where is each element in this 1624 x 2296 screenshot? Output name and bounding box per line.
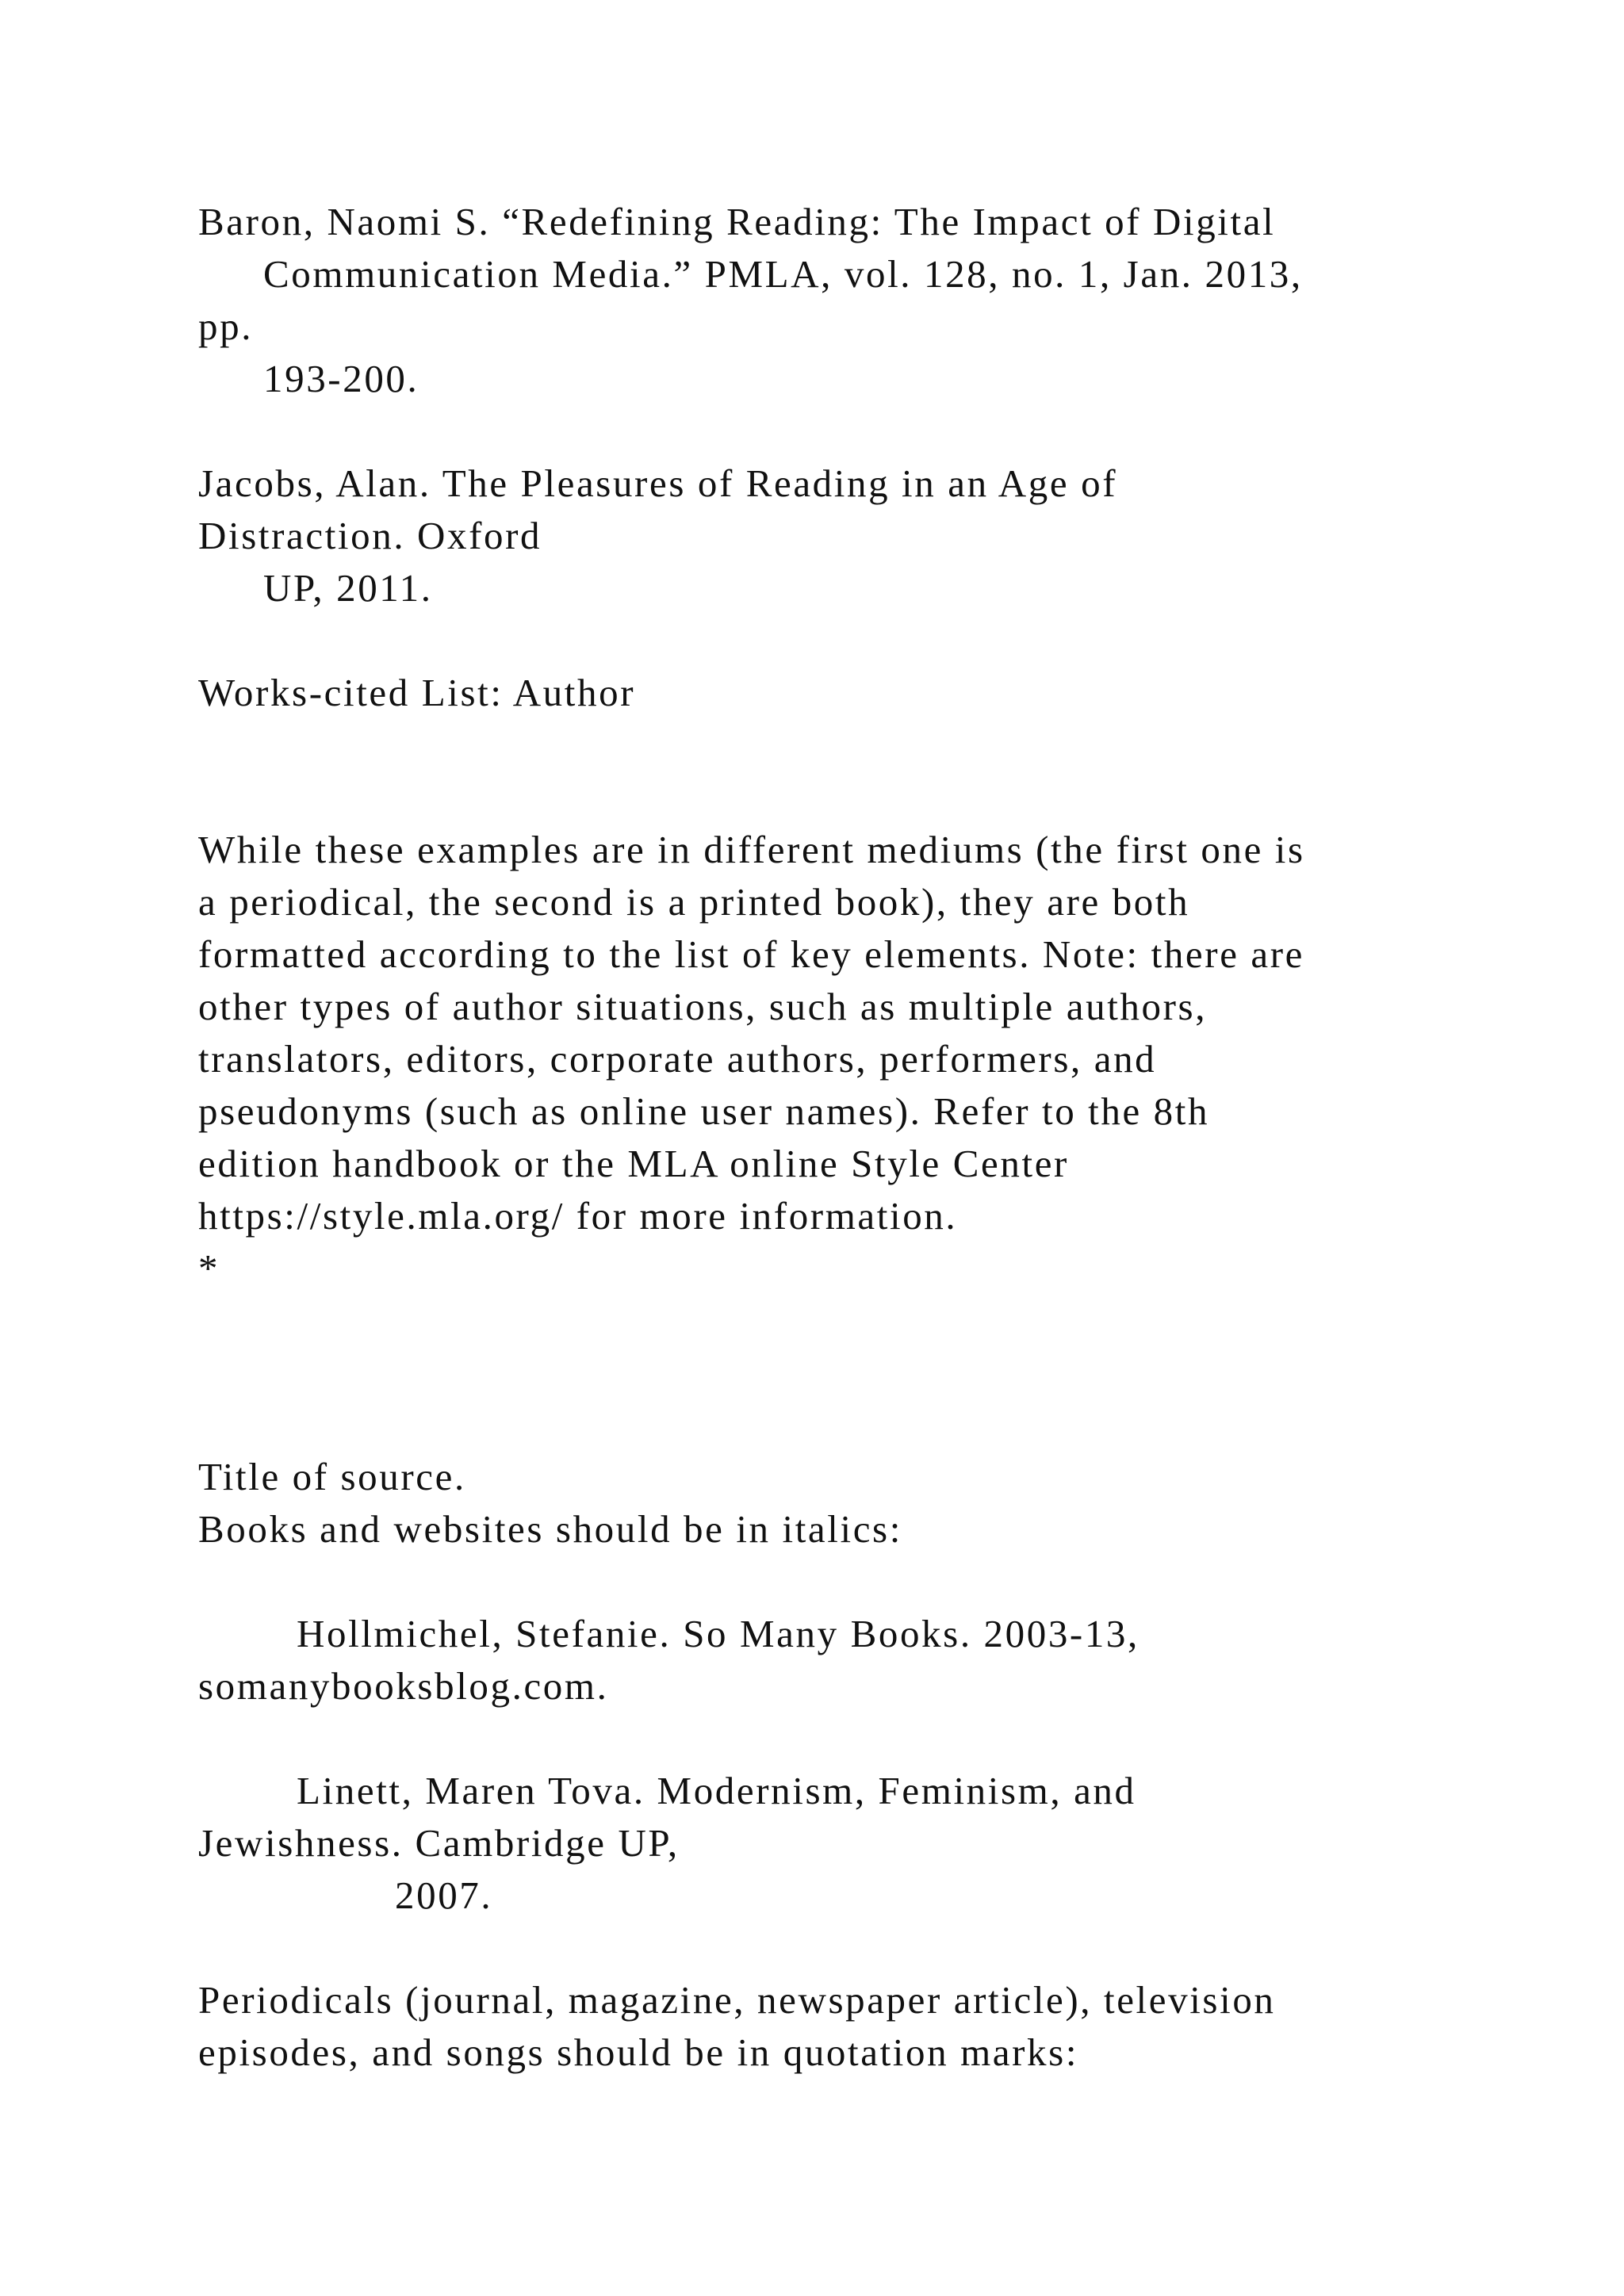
citation-jacobs-line-1: Jacobs, Alan. The Pleasures of Reading in an Age of bbox=[198, 461, 1118, 505]
paragraph-line-5: translators, editors, corporate authors, performers, and bbox=[198, 1037, 1157, 1081]
paragraph-line-4: other types of author situations, such as multiple authors, bbox=[198, 985, 1208, 1028]
paragraph-line-1: While these examples are in different mediums (the first one is bbox=[198, 828, 1305, 871]
paragraph-line-7: edition handbook or the MLA online Style Center bbox=[198, 1142, 1069, 1185]
example-linett-line-2: Jewishness. Cambridge UP, bbox=[198, 1821, 680, 1865]
periodicals-line-1: Periodicals (journal, magazine, newspaper article), television bbox=[198, 1978, 1276, 2022]
title-of-source-heading: Title of source. bbox=[198, 1455, 466, 1498]
asterisk-mark: * bbox=[198, 1246, 220, 1290]
paragraph-line-2: a periodical, the second is a printed book), they are both bbox=[198, 880, 1190, 924]
example-linett-line-3: 2007. bbox=[395, 1873, 493, 1917]
example-linett-line-1: Linett, Maren Tova. Modernism, Feminism, and bbox=[297, 1769, 1136, 1812]
section-heading: Works-cited List: Author bbox=[198, 671, 636, 714]
citation-baron-line-4: 193-200. bbox=[263, 357, 419, 400]
paragraph-line-8: https://style.mla.org/ for more information. bbox=[198, 1194, 958, 1238]
paragraph-line-3: formatted according to the list of key elements. Note: there are bbox=[198, 932, 1305, 976]
citation-baron-line-2: Communication Media.” PMLA, vol. 128, no. 1, Jan. 2013, bbox=[263, 252, 1303, 296]
example-hollmichel-line-2: somanybooksblog.com. bbox=[198, 1664, 609, 1708]
example-hollmichel-line-1: Hollmichel, Stefanie. So Many Books. 2003-13, bbox=[297, 1612, 1139, 1655]
italics-intro: Books and websites should be in italics: bbox=[198, 1507, 902, 1551]
citation-baron-line-1: Baron, Naomi S. “Redefining Reading: The Impact of Digital bbox=[198, 200, 1276, 243]
citation-jacobs-line-3: UP, 2011. bbox=[263, 566, 433, 610]
citation-jacobs-line-2: Distraction. Oxford bbox=[198, 514, 542, 557]
citation-baron-line-3: pp. bbox=[198, 304, 254, 348]
paragraph-line-6: pseudonyms (such as online user names). Refer to the 8th bbox=[198, 1089, 1210, 1133]
periodicals-line-2: episodes, and songs should be in quotation marks: bbox=[198, 2030, 1079, 2074]
